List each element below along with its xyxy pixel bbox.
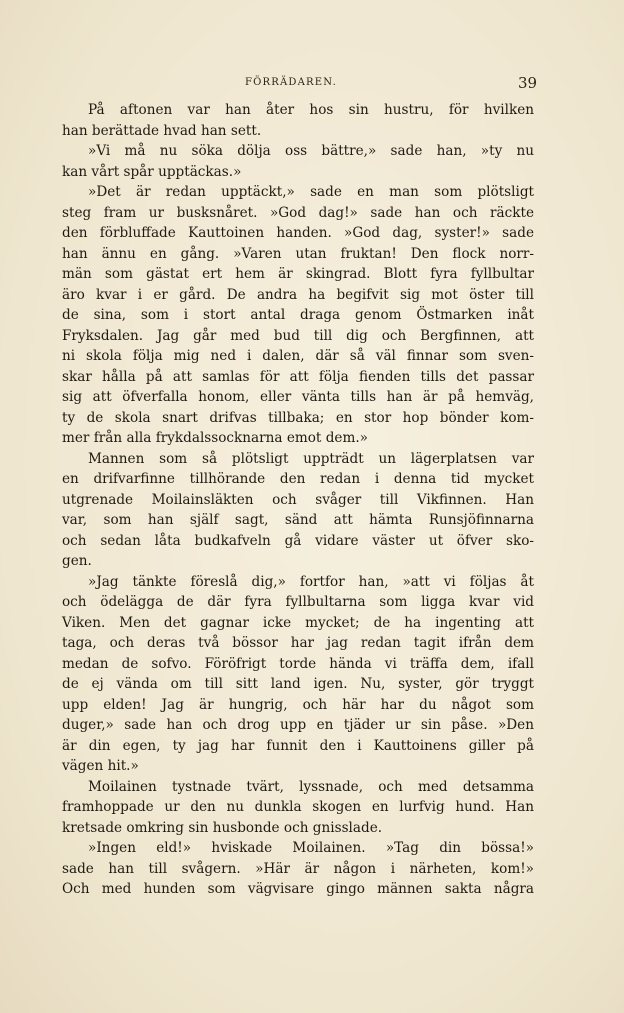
text-line: gen. [62,553,92,569]
text-line: skar hålla på att samlas för att följa fienden tills det passar [62,368,534,385]
running-title: FÖRRÄDAREN. [245,77,337,88]
text-line: På aftonen var han åter hos sin hustru, för hvilken [88,102,534,118]
text-line: sig att öfverfalla honom, eller vänta tills han är på hemväg, [62,389,534,405]
text-line: är din egen, ty jag har funnit den i Kauttoinens giller på [62,737,534,754]
text-line: vägen hit.» [62,758,139,774]
text-line: mer från alla frykdalssocknarna emot dem.» [62,430,368,446]
page-number: 39 [518,74,538,92]
text-line: en drifvarfinne tillhörande den redan i denna tid mycket [62,471,534,487]
text-line: de sina, som i stort antal draga genom Östmarken inåt [62,307,534,323]
text-line: steg fram ur busksnåret. »God dag!» sade han och räckte [62,204,534,221]
text-line: den förbluffade Kauttoinen handen. »God dag, syster!» sade [62,225,534,241]
text-line: upp elden! Jag är hungrig, och här har du något som [62,696,534,713]
text-line: Moilainen tystnade tvärt, lyssnade, och med detsamma [88,778,534,795]
text-line: »Det är redan upptäckt,» sade en man som plötsligt [88,184,534,200]
text-line: han berättade hvad han sett. [62,122,262,139]
text-line: framhoppade ur den nu dunkla skogen en lurfvig hund. Han [62,799,534,815]
text-line: kretsade omkring sin husbonde och gnisslade. [62,819,383,836]
body-text [62,100,534,900]
text-line: och ödelägga de där fyra fyllbultarna som ligga kvar vid [62,594,534,610]
text-line: var, som han själf sagt, sänd att hämta Runsjöfinnarna [62,512,534,528]
text-line: han ännu en gång. »Varen utan fruktan! Den flock norr- [62,245,534,262]
text-line: Och med hunden som vägvisare gingo männen sakta några [62,881,534,897]
text-line: duger,» sade han och drog upp en tjäder ur sin påse. »Den [62,717,534,733]
text-line: kan vårt spår upptäckas.» [62,163,242,180]
running-head [0,76,624,92]
text-line: »Ingen eld!» hviskade Moilainen. »Tag din bössa!» [88,840,534,856]
text-line: Mannen som så plötsligt uppträdt un lägerplatsen var [88,450,534,467]
text-line: »Jag tänkte föreslå dig,» fortfor han, »att vi följas åt [88,573,534,590]
text-line: taga, och deras två bössor har jag redan tagit ifrån dem [62,635,534,651]
text-line: ni skola följa mig ned i dalen, där så väl finnar som sven- [62,348,534,364]
text-line: män som gästat ert hem är skingrad. Blott fyra fyllbultar [62,266,534,282]
text-line: äro kvar i er gård. De andra ha begifvit sig mot öster till [62,286,534,303]
text-line: Fryksdalen. Jag går med bud till dig och Bergfinnen, att [62,327,534,344]
text-line: utgrenade Moilainsläkten och svåger till Vikfinnen. Han [62,491,534,508]
text-line: de ej vända om till sitt land igen. Nu, syster, gör tryggt [62,676,534,692]
text-line: medan de sofvo. Föröfrigt torde hända vi träffa dem, ifall [62,655,534,672]
text-line: ty de skola snart drifvas tillbaka; en stor hop bönder kom- [62,409,534,426]
text-line: Viken. Men det gagnar icke mycket; de ha ingenting att [62,614,534,631]
text-line: och sedan låta budkafveln gå vidare väster ut öfver sko- [62,532,534,549]
text-line: »Vi må nu söka dölja oss bättre,» sade han, »ty nu [88,143,534,159]
text-line: sade han till svågern. »Här är någon i närheten, kom!» [62,860,534,877]
